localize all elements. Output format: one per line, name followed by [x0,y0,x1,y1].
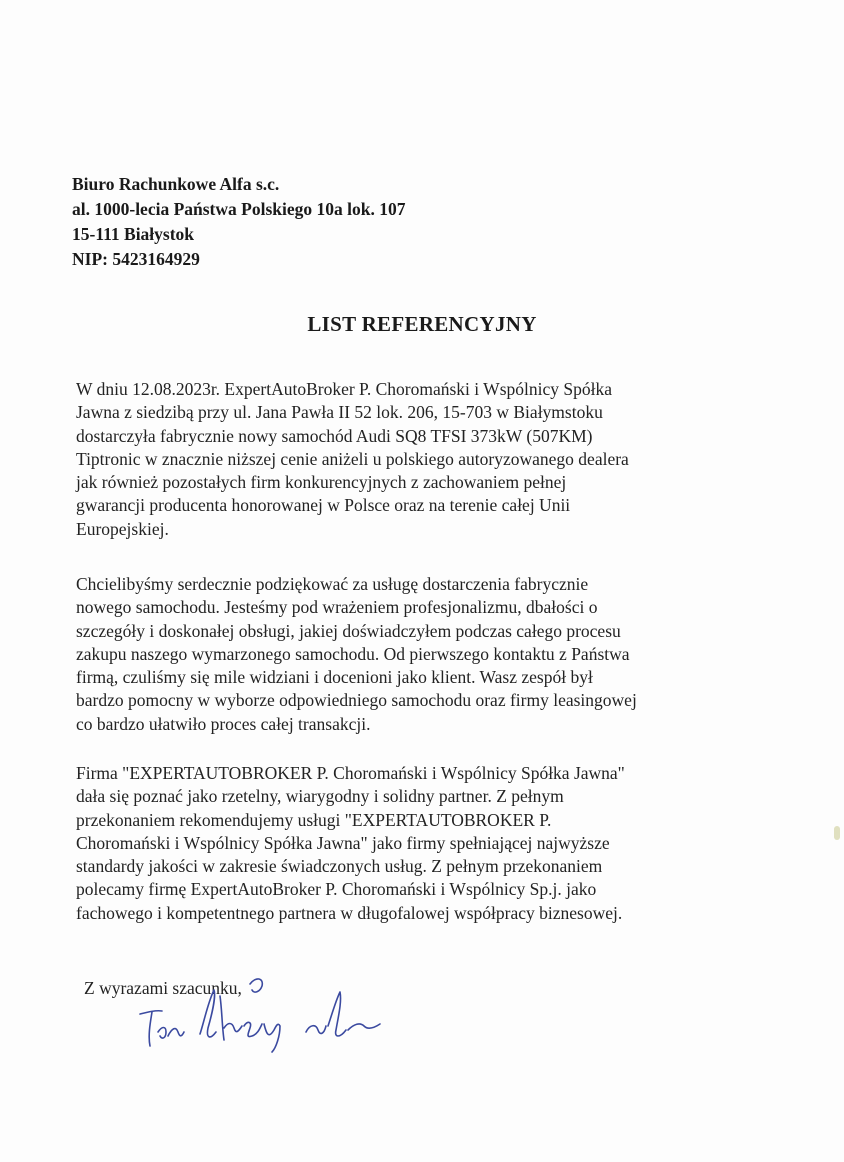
paragraph-line: fachowego i kompetentnego partnera w długofalowej współpracy biznesowej. [76,902,623,923]
sender-street: al. 1000-lecia Państwa Polskiego 10a lok. 107 [72,199,406,219]
paragraph-line: Firma "EXPERTAUTOBROKER P. Choromański i Wspólnicy Spółka Jawna" [76,763,625,783]
paragraph-line: nowego samochodu. Jesteśmy pod wrażeniem profesjonalizmu, dbałości o [76,597,598,618]
paragraph-delivery [76,378,629,541]
paper-edge-mark [834,826,840,840]
paragraph-line: firmą, czuliśmy się mile widziani i docenioni jako klient. Wasz zespół był [76,667,593,688]
paragraph-line: gwarancji producenta honorowanej w Polsce oraz na terenie całej Unii [76,495,571,516]
paragraph-line: Choromański i Wspólnicy Spółka Jawna" jako firmy spełniającej najwyższe [76,832,610,853]
paragraph-line: szczegóły i doskonałej obsługi, jakiej doświadczyłem podczas całego procesu [76,620,621,641]
closing-salutation: Z wyrazami szacunku, [84,978,242,998]
paragraph-line: Chcielibyśmy serdecznie podziękować za usługę dostarczenia fabrycznie [76,574,589,594]
sender-name: Biuro Rachunkowe Alfa s.c. [72,174,280,194]
paragraph-line: Tiptronic w znacznie niższej cenie aniżeli u polskiego autoryzowanego dealera [76,448,629,469]
sender-address-block [72,172,405,272]
sender-nip: NIP: 5423164929 [72,249,200,269]
paragraph-line: Jawna z siedzibą przy ul. Jana Pawła II 52 lok. 206, 15-703 w Białymstoku [76,402,603,423]
paragraph-line: co bardzo ułatwiło proces całej transakcji. [76,713,371,734]
paragraph-line: Europejskiej. [76,518,169,539]
paragraph-line: polecamy firmę ExpertAutoBroker P. Choromański i Wspólnicy Sp.j. jako [76,879,597,900]
letter-title: LIST REFERENCYJNY [307,312,537,336]
paragraph-line: jak również pozostałych firm konkurencyjnych z zachowaniem pełnej [76,472,567,493]
handwritten-signature [128,966,388,1056]
paragraph-line: standardy jakości w zakresie świadczonych usług. Z pełnym przekonaniem [76,856,603,877]
paragraph-line: W dniu 12.08.2023r. ExpertAutoBroker P. Choromański i Wspólnicy Spółka [76,379,612,399]
paragraph-line: dała się poznać jako rzetelny, wiarygodny i solidny partner. Z pełnym [76,786,564,807]
paragraph-line: dostarczyła fabrycznie nowy samochód Audi SQ8 TFSI 373kW (507KM) [76,425,593,446]
paragraph-line: bardzo pomocny w wyborze odpowiedniego samochodu oraz firmy leasingowej [76,690,637,711]
sender-city: 15-111 Białystok [72,224,195,244]
paragraph-thanks [76,573,637,736]
paragraph-recommendation [76,762,625,925]
paragraph-line: zakupu naszego wymarzonego samochodu. Od pierwszego kontaktu z Państwa [76,643,630,664]
paragraph-line: przekonaniem rekomendujemy usługi "EXPERTAUTOBROKER P. [76,809,552,830]
